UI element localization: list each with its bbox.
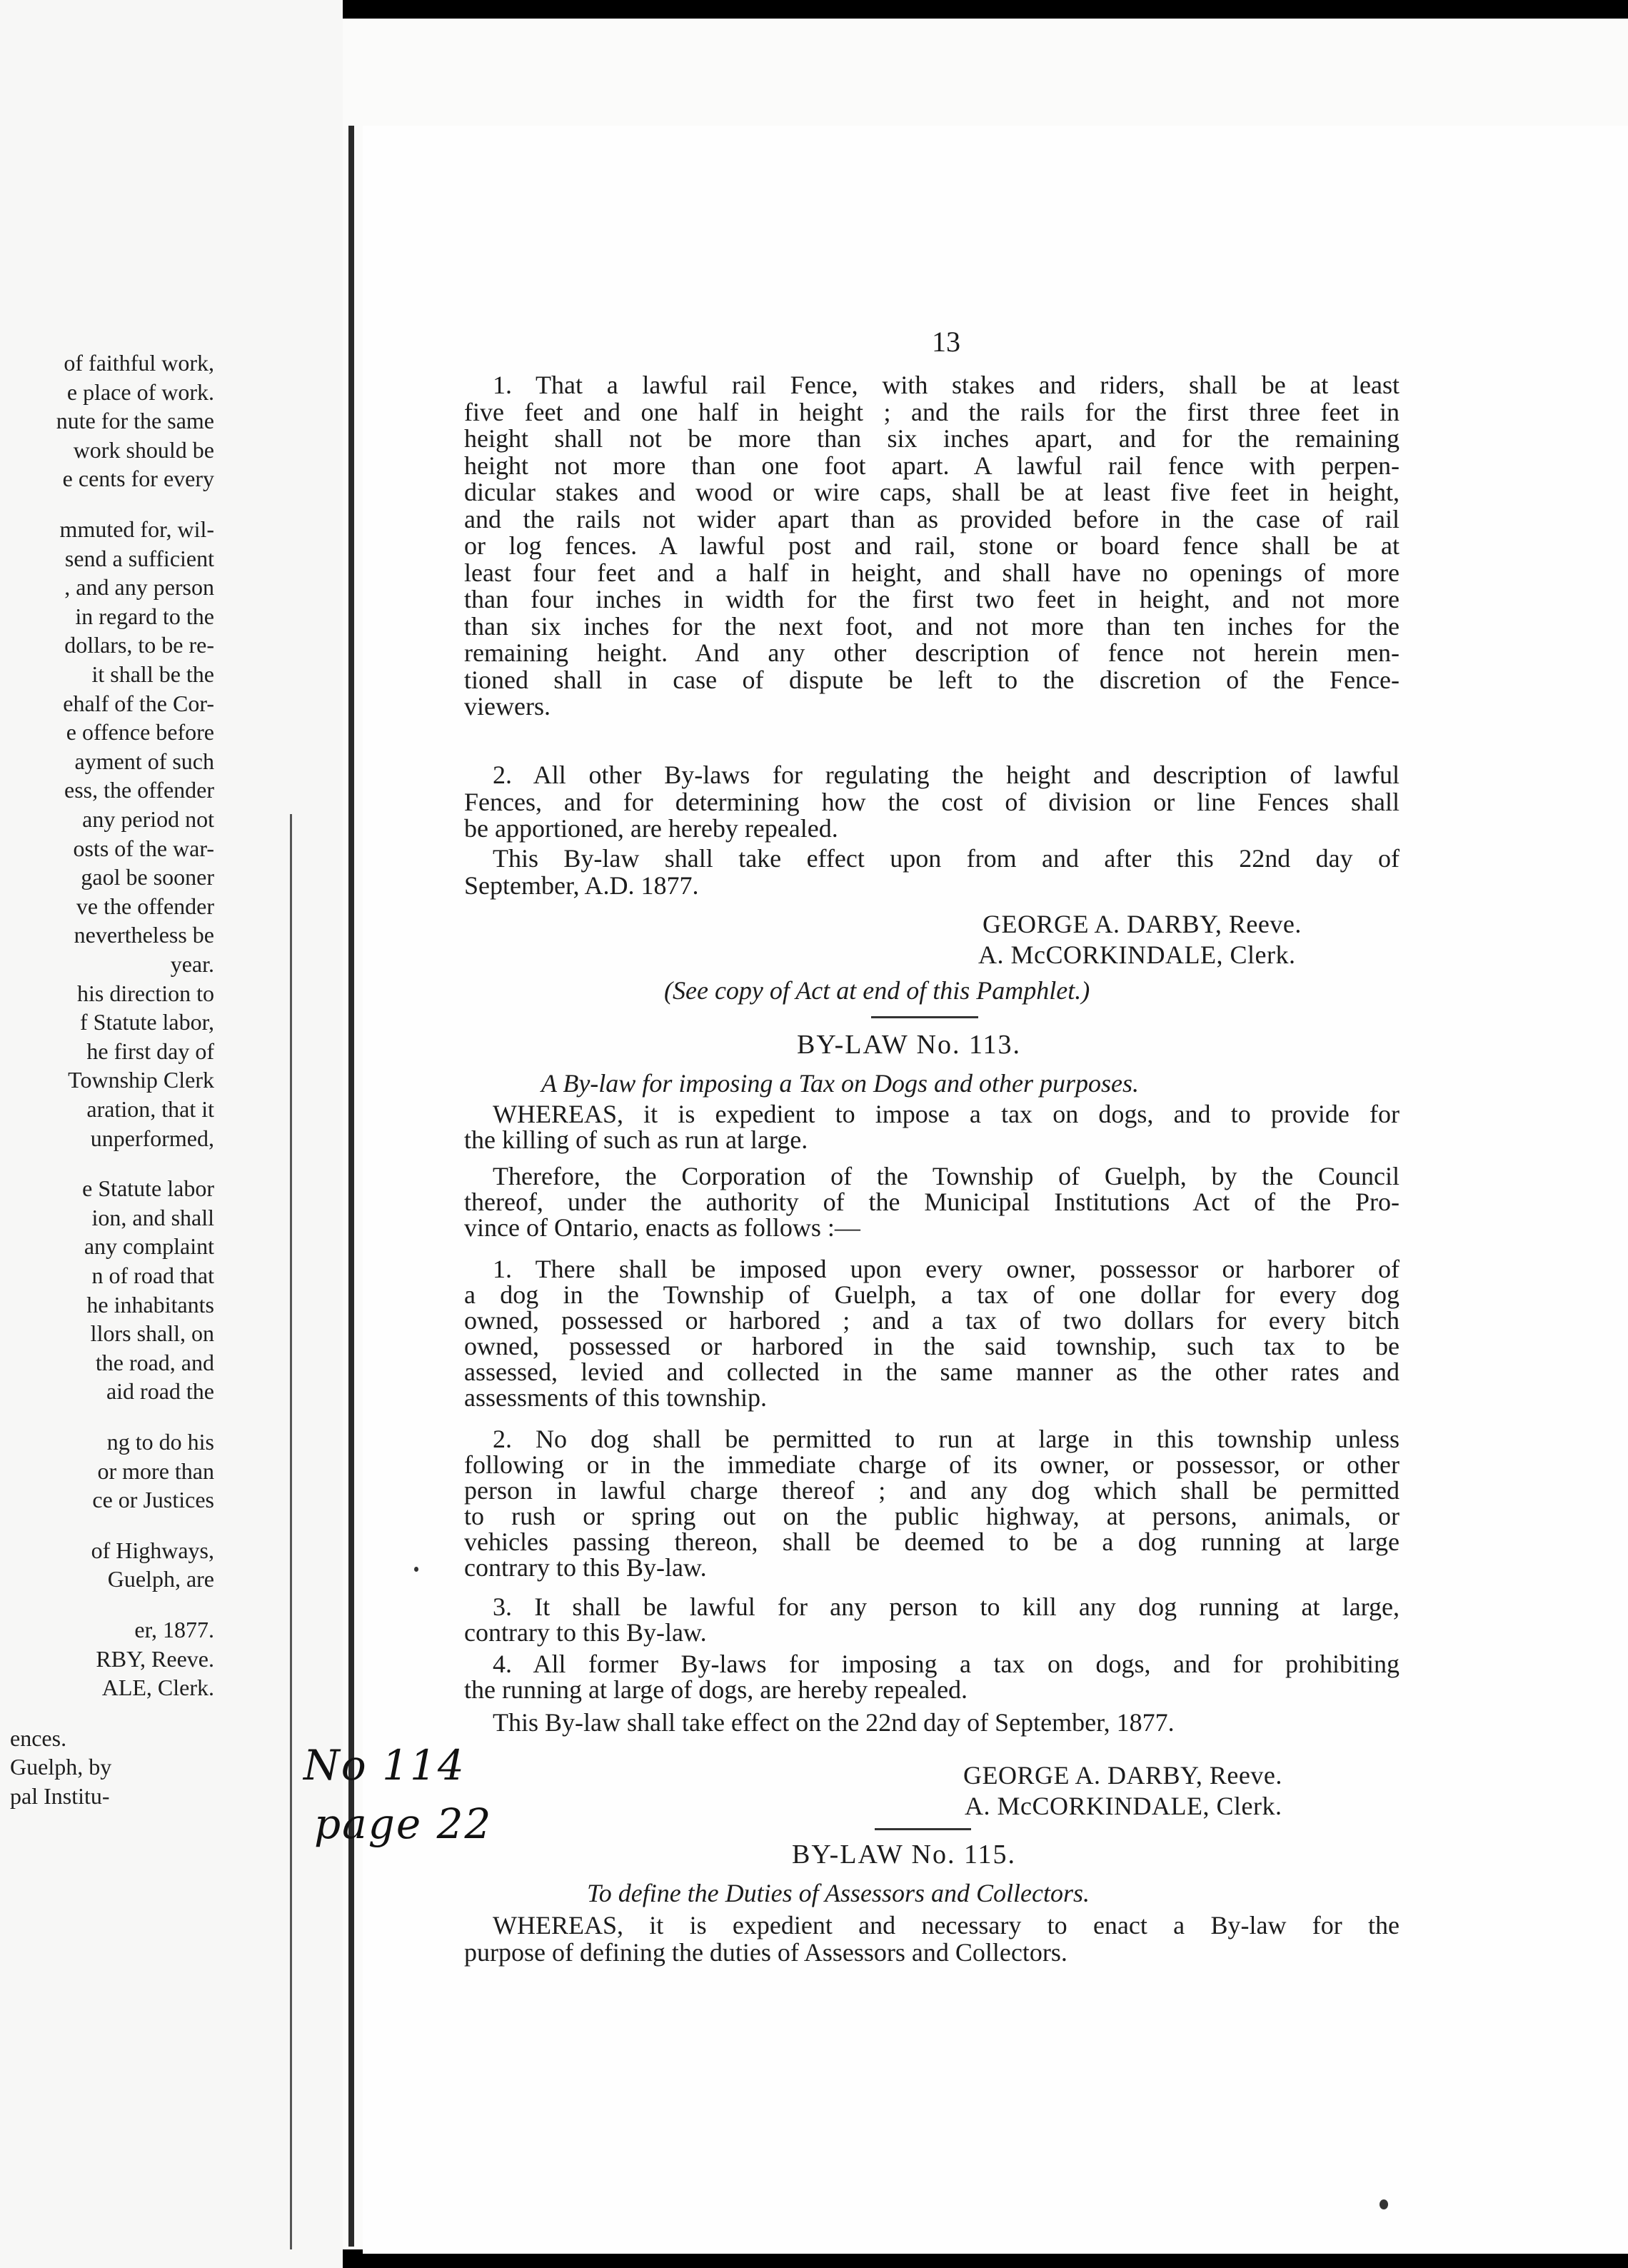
facing-page-line: , and any person (64, 574, 214, 601)
facing-page-line: gaol be sooner (81, 864, 214, 890)
fences-section-1-line: than six inches for the next foot, and not more than ten inches for the (464, 611, 1400, 641)
fences-section-1-line: least four feet and a half in height, and shall have no openings of more (464, 558, 1400, 587)
section-divider (871, 1016, 978, 1018)
facing-page-line: his direction to (77, 980, 214, 1006)
facing-page-line: unperformed, (90, 1125, 214, 1151)
fences-clerk-signature: A. McCORKINDALE, Clerk. (978, 940, 1296, 969)
dogs-section-2-line: to rush or spring out on the public highway, at persons, animals, or (464, 1502, 1400, 1530)
dogs-section-1-line: a dog in the Township of Guelph, a tax of one dollar for every dog (464, 1280, 1400, 1309)
facing-page-line: ALE, Clerk. (101, 1675, 214, 1701)
dogs-section-1-line: owned, possessed or harbored ; and a tax of two dollars for every bitch (464, 1306, 1400, 1335)
dogs-section-1-line: 1. There shall be imposed upon every owner, possessor or harborer of (493, 1255, 1400, 1283)
dogs-section-4-line: 4. All former By-laws for imposing a tax on dogs, and for prohibiting (493, 1650, 1400, 1678)
fences-section-1-line: height not more than one foot apart. A lawful rail fence with perpen- (464, 451, 1400, 480)
scan-speck (1380, 2199, 1388, 2209)
facing-page-line: ess, the offender (64, 777, 214, 803)
assessors-whereas-line: WHEREAS, it is expedient and necessary to enact a By-law for the (493, 1911, 1400, 1940)
facing-page-line: e Statute labor (82, 1175, 214, 1202)
handwritten-annotation-number: No 114 (303, 1741, 466, 1790)
dogs-section-2-line: following or in the immediate charge of its owner, or possessor, or other (464, 1450, 1400, 1479)
facing-page-line: RBY, Reeve. (96, 1645, 214, 1672)
facing-page-line: mmuted for, wil- (59, 516, 214, 542)
facing-page-line: Guelph, by (10, 1754, 112, 1780)
dogs-whereas-line: the killing of such as run at large. (464, 1125, 808, 1154)
facing-page-line: llors shall, on (90, 1320, 214, 1347)
facing-page-line: he first day of (86, 1038, 214, 1064)
fences-section-2-line: be apportioned, are hereby repealed. (464, 814, 838, 843)
facing-page-line: Guelph, are (107, 1566, 214, 1592)
fences-section-1-line: or log fences. A lawful post and rail, stone or board fence shall be at (464, 531, 1400, 560)
facing-page-line: er, 1877. (134, 1617, 214, 1642)
facing-page-line: n of road that (91, 1263, 214, 1288)
fences-section-1-line: height shall not be more than six inches apart, and for the remaining (464, 424, 1400, 453)
facing-page-line: ve the offender (76, 893, 214, 919)
facing-page-line: work should be (73, 436, 214, 463)
scan-speck (414, 1567, 418, 1572)
dogs-therefore-line: thereof, under the authority of the Municipal Institutions Act of the Pro- (464, 1188, 1400, 1216)
facing-page-line: osts of the war- (73, 835, 214, 861)
dogs-section-2-line: person in lawful charge thereof ; and any dog which shall be permitted (464, 1476, 1400, 1505)
fences-section-1-line: viewers. (464, 692, 551, 721)
fences-section-1-line: dicular stakes and wood or wire caps, shall be at least five feet in height, (464, 478, 1400, 506)
fences-reeve-signature: GEORGE A. DARBY, Reeve. (983, 910, 1302, 938)
fences-section-1-line: and the rails not wider apart than as provided before in the case of rail (464, 504, 1400, 533)
facing-page-line: ion, and shall (91, 1204, 214, 1230)
facing-page-line: year. (170, 951, 214, 977)
facing-page-line: e cents for every (62, 466, 214, 492)
page-gutter (348, 126, 354, 2247)
facing-page-line: ce or Justices (92, 1487, 214, 1513)
dogs-clerk-signature: A. McCORKINDALE, Clerk. (965, 1792, 1282, 1820)
dogs-effect-line: This By-law shall take effect on the 22nd day of September, 1877. (493, 1708, 1175, 1737)
dogs-section-2-line: vehicles passing thereon, shall be deemed to be a dog running at large (464, 1527, 1400, 1556)
fences-effect-line: September, A.D. 1877. (464, 871, 699, 900)
dogs-section-3-line: 3. It shall be lawful for any person to kill any dog running at large, (493, 1592, 1400, 1621)
facing-page-line: nute for the same (56, 408, 214, 434)
facing-page-line: e place of work. (66, 378, 214, 405)
facing-page-line: aration, that it (86, 1096, 214, 1122)
act-reference-note: (See copy of Act at end of this Pamphlet.) (664, 976, 1090, 1005)
bylaw-113-heading: BY-LAW No. 113. (797, 1030, 1022, 1060)
dogs-section-4-line: the running at large of dogs, are hereby repealed. (464, 1675, 968, 1704)
facing-page-line: pal Institu- (10, 1783, 110, 1809)
facing-page-line: Township Clerk (68, 1067, 214, 1093)
dogs-section-1-line: assessed, levied and collected in the same manner as the other rates and (464, 1358, 1400, 1386)
fences-section-1-line: than four inches in width for the first two feet in height, and not more (464, 585, 1400, 613)
fences-section-1-line: five feet and one half in height ; and the rails for the first three feet in (464, 397, 1400, 426)
dogs-whereas-line: WHEREAS, it is expedient to impose a tax on dogs, and to provide for (493, 1100, 1400, 1128)
facing-page-line: ayment of such (74, 748, 214, 774)
facing-page-line: nevertheless be (74, 922, 214, 948)
page-number: 13 (932, 326, 960, 358)
fences-section-1-line: tioned shall in case of dispute be left to the discretion of the Fence- (464, 665, 1400, 694)
dogs-section-2-line: contrary to this By-law. (464, 1553, 707, 1582)
facing-page-line: of faithful work, (64, 350, 214, 376)
facing-page-line: the road, and (95, 1349, 214, 1375)
dogs-section-3-line: contrary to this By-law. (464, 1618, 707, 1647)
dogs-reeve-signature: GEORGE A. DARBY, Reeve. (963, 1761, 1282, 1790)
facing-page-line: dollars, to be re- (64, 632, 214, 658)
dogs-therefore-line: vince of Ontario, enacts as follows :— (464, 1213, 860, 1242)
fences-effect-line: This By-law shall take effect upon from and after this 22nd day of (493, 844, 1400, 873)
dogs-section-2-line: 2. No dog shall be permitted to run at large in this township unless (493, 1425, 1400, 1453)
facing-page-line: he inhabitants (86, 1291, 214, 1318)
assessors-whereas-line: purpose of defining the duties of Assessors and Collectors. (464, 1938, 1067, 1967)
bylaw-113-subtitle: A By-law for imposing a Tax on Dogs and other purposes. (541, 1069, 1140, 1098)
facing-page-line: any complaint (84, 1233, 214, 1260)
facing-page-line: in regard to the (75, 603, 214, 629)
section-divider (875, 1828, 971, 1830)
facing-page-line: e offence before (66, 719, 214, 746)
facing-page-line: ng to do his (106, 1429, 214, 1455)
facing-page-line: it shall be the (91, 661, 214, 687)
handwritten-annotation-page: page 22 (314, 1800, 493, 1848)
bylaw-115-heading: BY-LAW No. 115. (792, 1840, 1017, 1870)
facing-page-line: ences. (10, 1725, 67, 1751)
fences-section-2-line: 2. All other By-laws for regulating the height and description of lawful (493, 761, 1400, 789)
fences-section-1-line: remaining height. And any other description of fence not herein men- (464, 638, 1400, 667)
dogs-section-1-line: assessments of this township. (464, 1383, 768, 1412)
facing-page-line: any period not (82, 806, 214, 832)
facing-page-line: of Highways, (91, 1537, 214, 1563)
page-edge (290, 814, 292, 2249)
facing-page-line: aid road the (106, 1378, 214, 1405)
facing-page-line: f Statute labor, (80, 1009, 214, 1035)
facing-page-line: or more than (97, 1457, 214, 1484)
facing-page-line: send a sufficient (64, 545, 214, 571)
dogs-therefore-line: Therefore, the Corporation of the Township of Guelph, by the Council (493, 1162, 1400, 1190)
dogs-section-1-line: owned, possessed or harbored in the said township, such tax to be (464, 1332, 1400, 1360)
bylaw-115-subtitle: To define the Duties of Assessors and Collectors. (587, 1879, 1090, 1907)
fences-section-1-line: 1. That a lawful rail Fence, with stakes and riders, shall be at least (493, 371, 1400, 399)
fences-section-2-line: Fences, and for determining how the cost of division or line Fences shall (464, 787, 1400, 816)
facing-page-line: ehalf of the Cor- (63, 690, 214, 716)
